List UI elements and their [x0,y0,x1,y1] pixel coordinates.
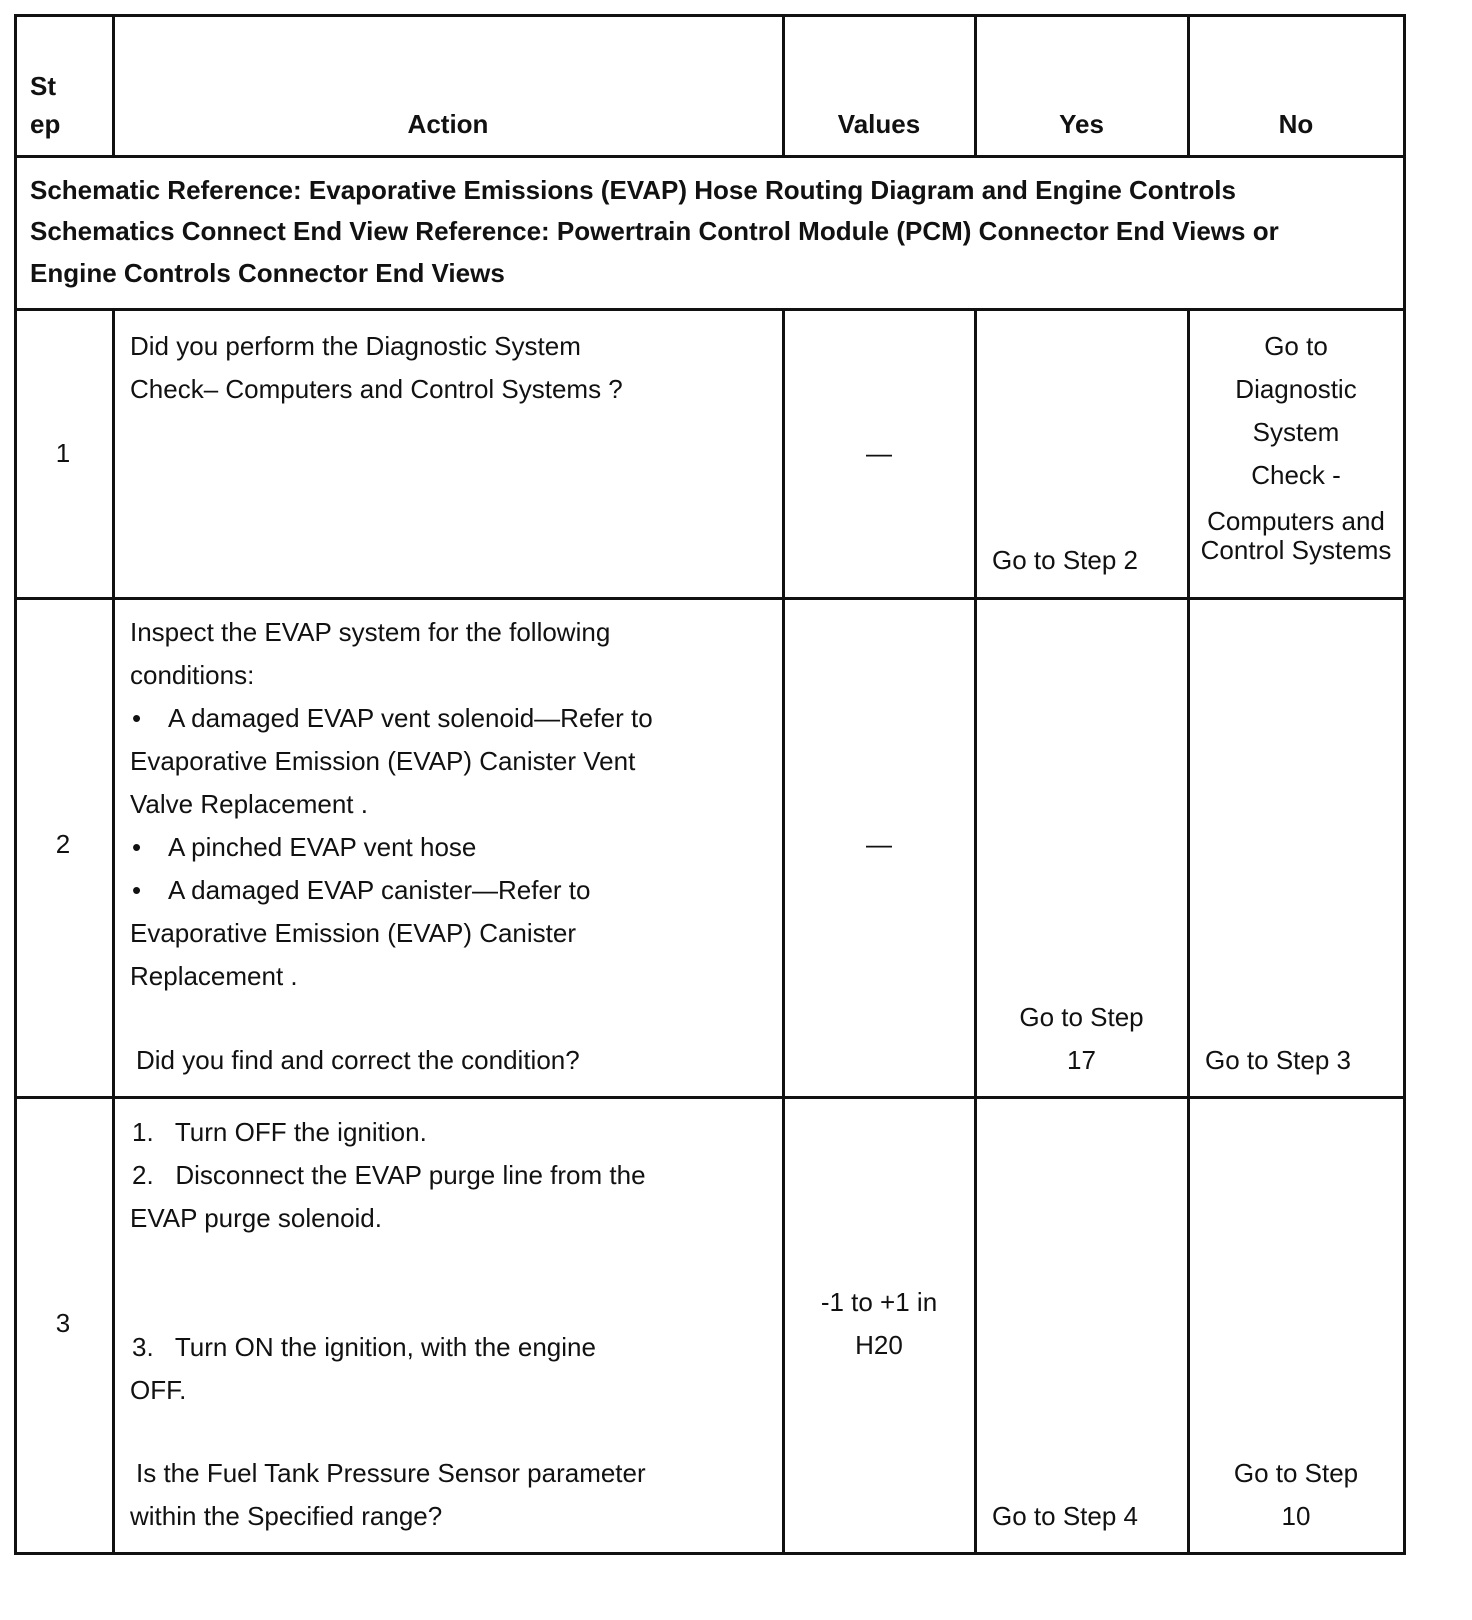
action-text: Evaporative Emission (EVAP) Canister [130,918,577,948]
yes-cell: 17 [1067,1045,1096,1075]
header-step: ep [30,109,61,139]
row2-divider [14,1096,1406,1099]
action-text: EVAP purge solenoid. [130,1203,382,1233]
values-cell: — [866,438,892,468]
values-cell: -1 to +1 in [820,1287,938,1317]
action-question: Did you find and correct the condition? [136,1045,580,1075]
header-action: Action [407,109,489,139]
values-cell: H20 [855,1330,903,1360]
schematic-reference: Schematics Connect End View Reference: Powertrain Control Module (PCM) Connector End Views or [30,216,1279,246]
no-cell: Check - [1251,460,1341,490]
action-text: Evaporative Emission (EVAP) Canister Vent [130,746,636,776]
bullet-icon: • [132,832,142,862]
step-number: 3 [55,1308,71,1338]
table-border-top [14,14,1406,17]
schematic-divider [14,308,1406,311]
bullet-icon: • [132,875,142,905]
col-divider-values [974,308,977,1555]
action-text: Replacement . [130,961,298,991]
no-cell: Go to [1264,331,1328,361]
header-yes: Yes [1059,109,1104,139]
action-text: A damaged EVAP canister—Refer to [168,875,591,905]
no-cell: Go to Step [1233,1458,1359,1488]
no-cell: 10 [1281,1501,1311,1531]
header-divider [14,155,1406,158]
no-cell: Computers and [1207,506,1385,536]
yes-cell: Go to Step [1019,1002,1144,1032]
no-cell: Go to Step 3 [1205,1045,1351,1075]
step-number: 1 [55,438,71,468]
schematic-reference: Schematic Reference: Evaporative Emissions (EVAP) Hose Routing Diagram and Engine Controls [30,175,1236,205]
bullet-icon: • [132,703,142,733]
action-question: within the Specified range? [130,1501,443,1531]
values-cell: — [866,829,892,859]
action-text: Valve Replacement . [130,789,368,819]
no-cell: Diagnostic [1235,374,1357,404]
action-text: 2. Disconnect the EVAP purge line from the [132,1160,646,1190]
no-cell: Control Systems [1200,535,1392,565]
action-text: 1. Turn OFF the ignition. [132,1117,427,1147]
action-text: Inspect the EVAP system for the following [130,617,611,647]
header-no: No [1278,109,1314,139]
yes-cell: Go to Step 2 [992,545,1138,575]
action-text: Check– Computers and Control Systems ? [130,374,623,404]
row1-divider [14,597,1406,600]
action-text: 3. Turn ON the ignition, with the engine [132,1332,596,1362]
header-values: Values [837,109,921,139]
table-border-right [1403,14,1406,1555]
action-text: Did you perform the Diagnostic System [130,331,581,361]
schematic-reference: Engine Controls Connector End Views [30,258,505,288]
no-cell: System [1252,417,1340,447]
table-border-bottom [14,1552,1406,1555]
col-divider-step [112,308,115,1555]
action-text: conditions: [130,660,255,690]
header-step: St [30,71,56,101]
diagnostic-table [14,14,1466,1614]
step-number: 2 [55,829,71,859]
action-question: Is the Fuel Tank Pressure Sensor parameter [136,1458,646,1488]
action-text: A pinched EVAP vent hose [168,832,477,862]
action-text: OFF. [130,1375,187,1405]
yes-cell: Go to Step 4 [992,1501,1138,1531]
action-text: A damaged EVAP vent solenoid—Refer to [168,703,653,733]
